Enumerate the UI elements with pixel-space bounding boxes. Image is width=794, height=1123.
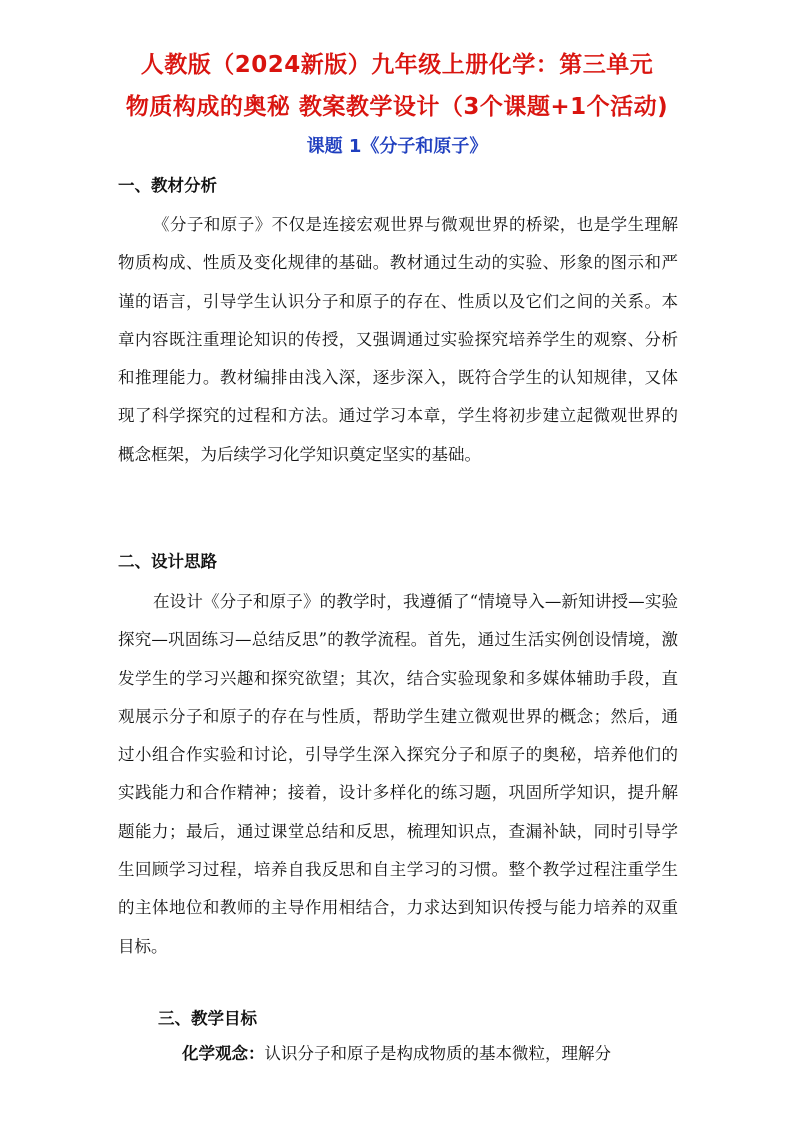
goal-lead-label: 化学观念：: [182, 1044, 265, 1063]
goal-text: 认识分子和原子是构成物质的基本微粒，理解分: [264, 1044, 611, 1063]
document-title-line-2: 物质构成的奥秘 教案教学设计（3个课题+1个活动): [125, 94, 669, 120]
section-heading-textbook-analysis: 一、教材分析: [118, 176, 217, 195]
section-heading-teaching-goals: 三、教学目标: [158, 1009, 257, 1028]
section-paragraph-teaching-goals: [182, 1040, 611, 1064]
document-title-line-1: 人教版（2024新版）九年级上册化学：第三单元: [140, 52, 654, 78]
section-heading-design-ideas: 二、设计思路: [118, 552, 217, 571]
section-paragraph-design-ideas: 在设计《分子和原子》的教学时，我遵循了“情境导入—新知讲授—实验探究—巩固练习—总结反思”的教学流程。首先，通过生活实例创设情境，激发学生的学习兴趣和探究欲望；其次，结合实验现象和多媒体辅助手段，直观展示分子和原子的存在与性质，帮助学生建立微观世界的概念；然后，通过小组合作实验和讨论，引导学生深入探究分子和原子的奥秘，培养他们的实践能力和合作精神；接着，设计多样化的练习题，巩固所学知识，提升解题能力；最后，通过课堂总结和反思，梳理知识点，查漏补缺，同时引导学生回顾学习过程，培养自我反思和自主学习的习惯。整个教学过程注重学生的主体地位和教师的主导作用相结合，力求达到知识传授与能力培养的双重目标。: [118, 592, 678, 956]
section-paragraph-textbook-analysis: 《分子和原子》不仅是连接宏观世界与微观世界的桥梁，也是学生理解物质构成、性质及变化规律的基础。教材通过生动的实验、形象的图示和严谨的语言，引导学生认识分子和原子的存在、性质以及它们之间的关系。本章内容既注重理论知识的传授，又强调通过实验探究培养学生的观察、分析和推理能力。教材编排由浅入深，逐步深入，既符合学生的认知规律，又体现了科学探究的过程和方法。通过学习本章，学生将初步建立起微观世界的概念框架，为后续学习化学知识奠定坚实的基础。: [118, 215, 678, 464]
lesson-subtitle: 课题 1《分子和原子》: [306, 136, 488, 157]
